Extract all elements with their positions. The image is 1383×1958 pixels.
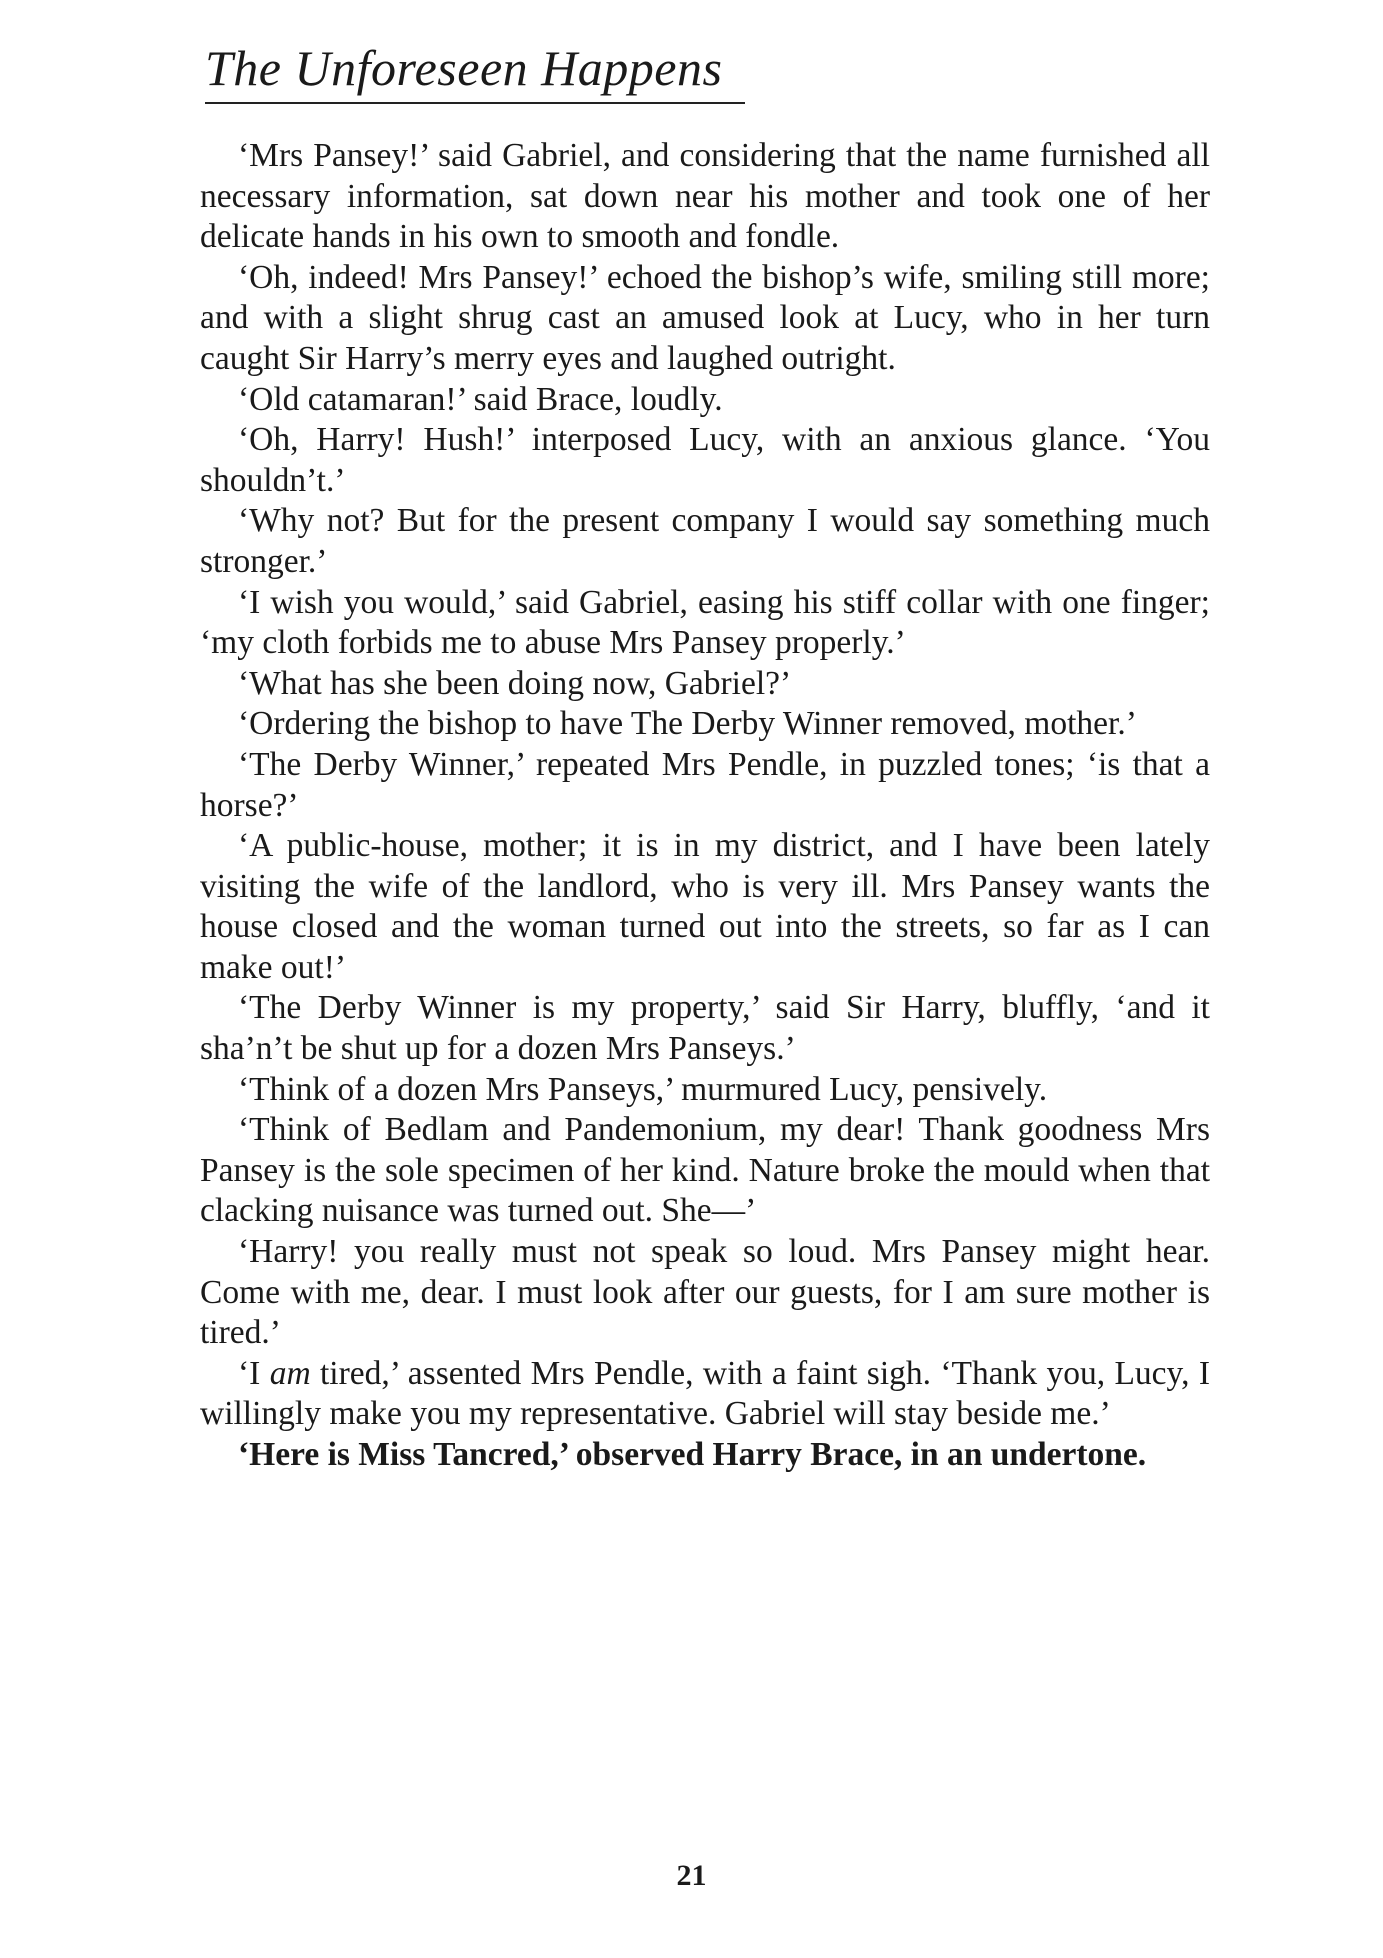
paragraph: ‘What has she been doing now, Gabriel?’ xyxy=(238,664,792,702)
running-head: The Unforeseen Happens xyxy=(205,40,723,96)
page-number: 21 xyxy=(676,1859,707,1892)
paragraph: ‘The Derby Winner is my property,’ said Sir Harry, bluffly, ‘and it sha’n’t be shut up for a dozen Mrs Panseys.’ xyxy=(200,989,1210,1068)
paragraph: ‘Oh, Harry! Hush!’ interposed Lucy, with an anxious glance. ‘You shouldn’t.’ xyxy=(200,421,1210,499)
paragraph-rest: tired,’ assented Mrs Pendle, with a faint sigh. ‘Thank you, Lucy, I willingly make you my representative. Gabriel will stay beside me.’ xyxy=(200,1354,1211,1433)
paragraph: ‘Ordering the bishop to have The Derby Winner removed, mother.’ xyxy=(238,705,1137,743)
paragraph: ‘Old catamaran!’ said Brace, loudly. xyxy=(238,380,723,418)
paragraph: ‘A public-house, mother; it is in my district, and I have been lately visiting the wife of the landlord, who is very ill. Mrs Pansey wants the house closed and the woman turned out into the streets, so far as I can make out!’ xyxy=(200,827,1210,986)
header-rule xyxy=(205,102,745,104)
paragraph: ‘Think of a dozen Mrs Panseys,’ murmured Lucy, pensively. xyxy=(238,1070,1048,1108)
paragraph-open: ‘I xyxy=(238,1354,270,1392)
emphasized-word: am xyxy=(269,1354,311,1392)
paragraph: ‘Mrs Pansey!’ said Gabriel, and considering that the name furnished all necessary information, sat down near his mother and took one of her delicate hands in his own to smooth and fondle. xyxy=(200,137,1210,256)
paragraph: ‘The Derby Winner,’ repeated Mrs Pendle, in puzzled tones; ‘is that a horse?’ xyxy=(200,745,1210,824)
paragraph-with-emphasis xyxy=(200,1354,1210,1435)
paragraph: ‘Harry! you really must not speak so loud. Mrs Pansey might hear. Come with me, dear. I must look after our guests, for I am sure mother is tired.’ xyxy=(200,1233,1210,1352)
paragraph: ‘Oh, indeed! Mrs Pansey!’ echoed the bishop’s wife, smiling still more; and with a slight shrug cast an amused look at Lucy, who in her turn caught Sir Harry’s merry eyes and laughed outright. xyxy=(200,258,1210,377)
paragraph-bold: ‘Here is Miss Tancred,’ observed Harry Brace, in an undertone. xyxy=(238,1436,1147,1473)
body-text xyxy=(200,136,1210,1476)
paragraph: ‘Think of Bedlam and Pandemonium, my dear! Thank goodness Mrs Pansey is the sole specimen of her kind. Nature broke the mould when that clacking nuisance was turned out. She—’ xyxy=(200,1111,1210,1230)
paragraph: ‘Why not? But for the present company I would say something much stronger.’ xyxy=(200,502,1210,580)
paragraph: ‘I wish you would,’ said Gabriel, easing his stiff collar with one finger; ‘my cloth forbids me to abuse Mrs Pansey properly.’ xyxy=(200,583,1210,662)
